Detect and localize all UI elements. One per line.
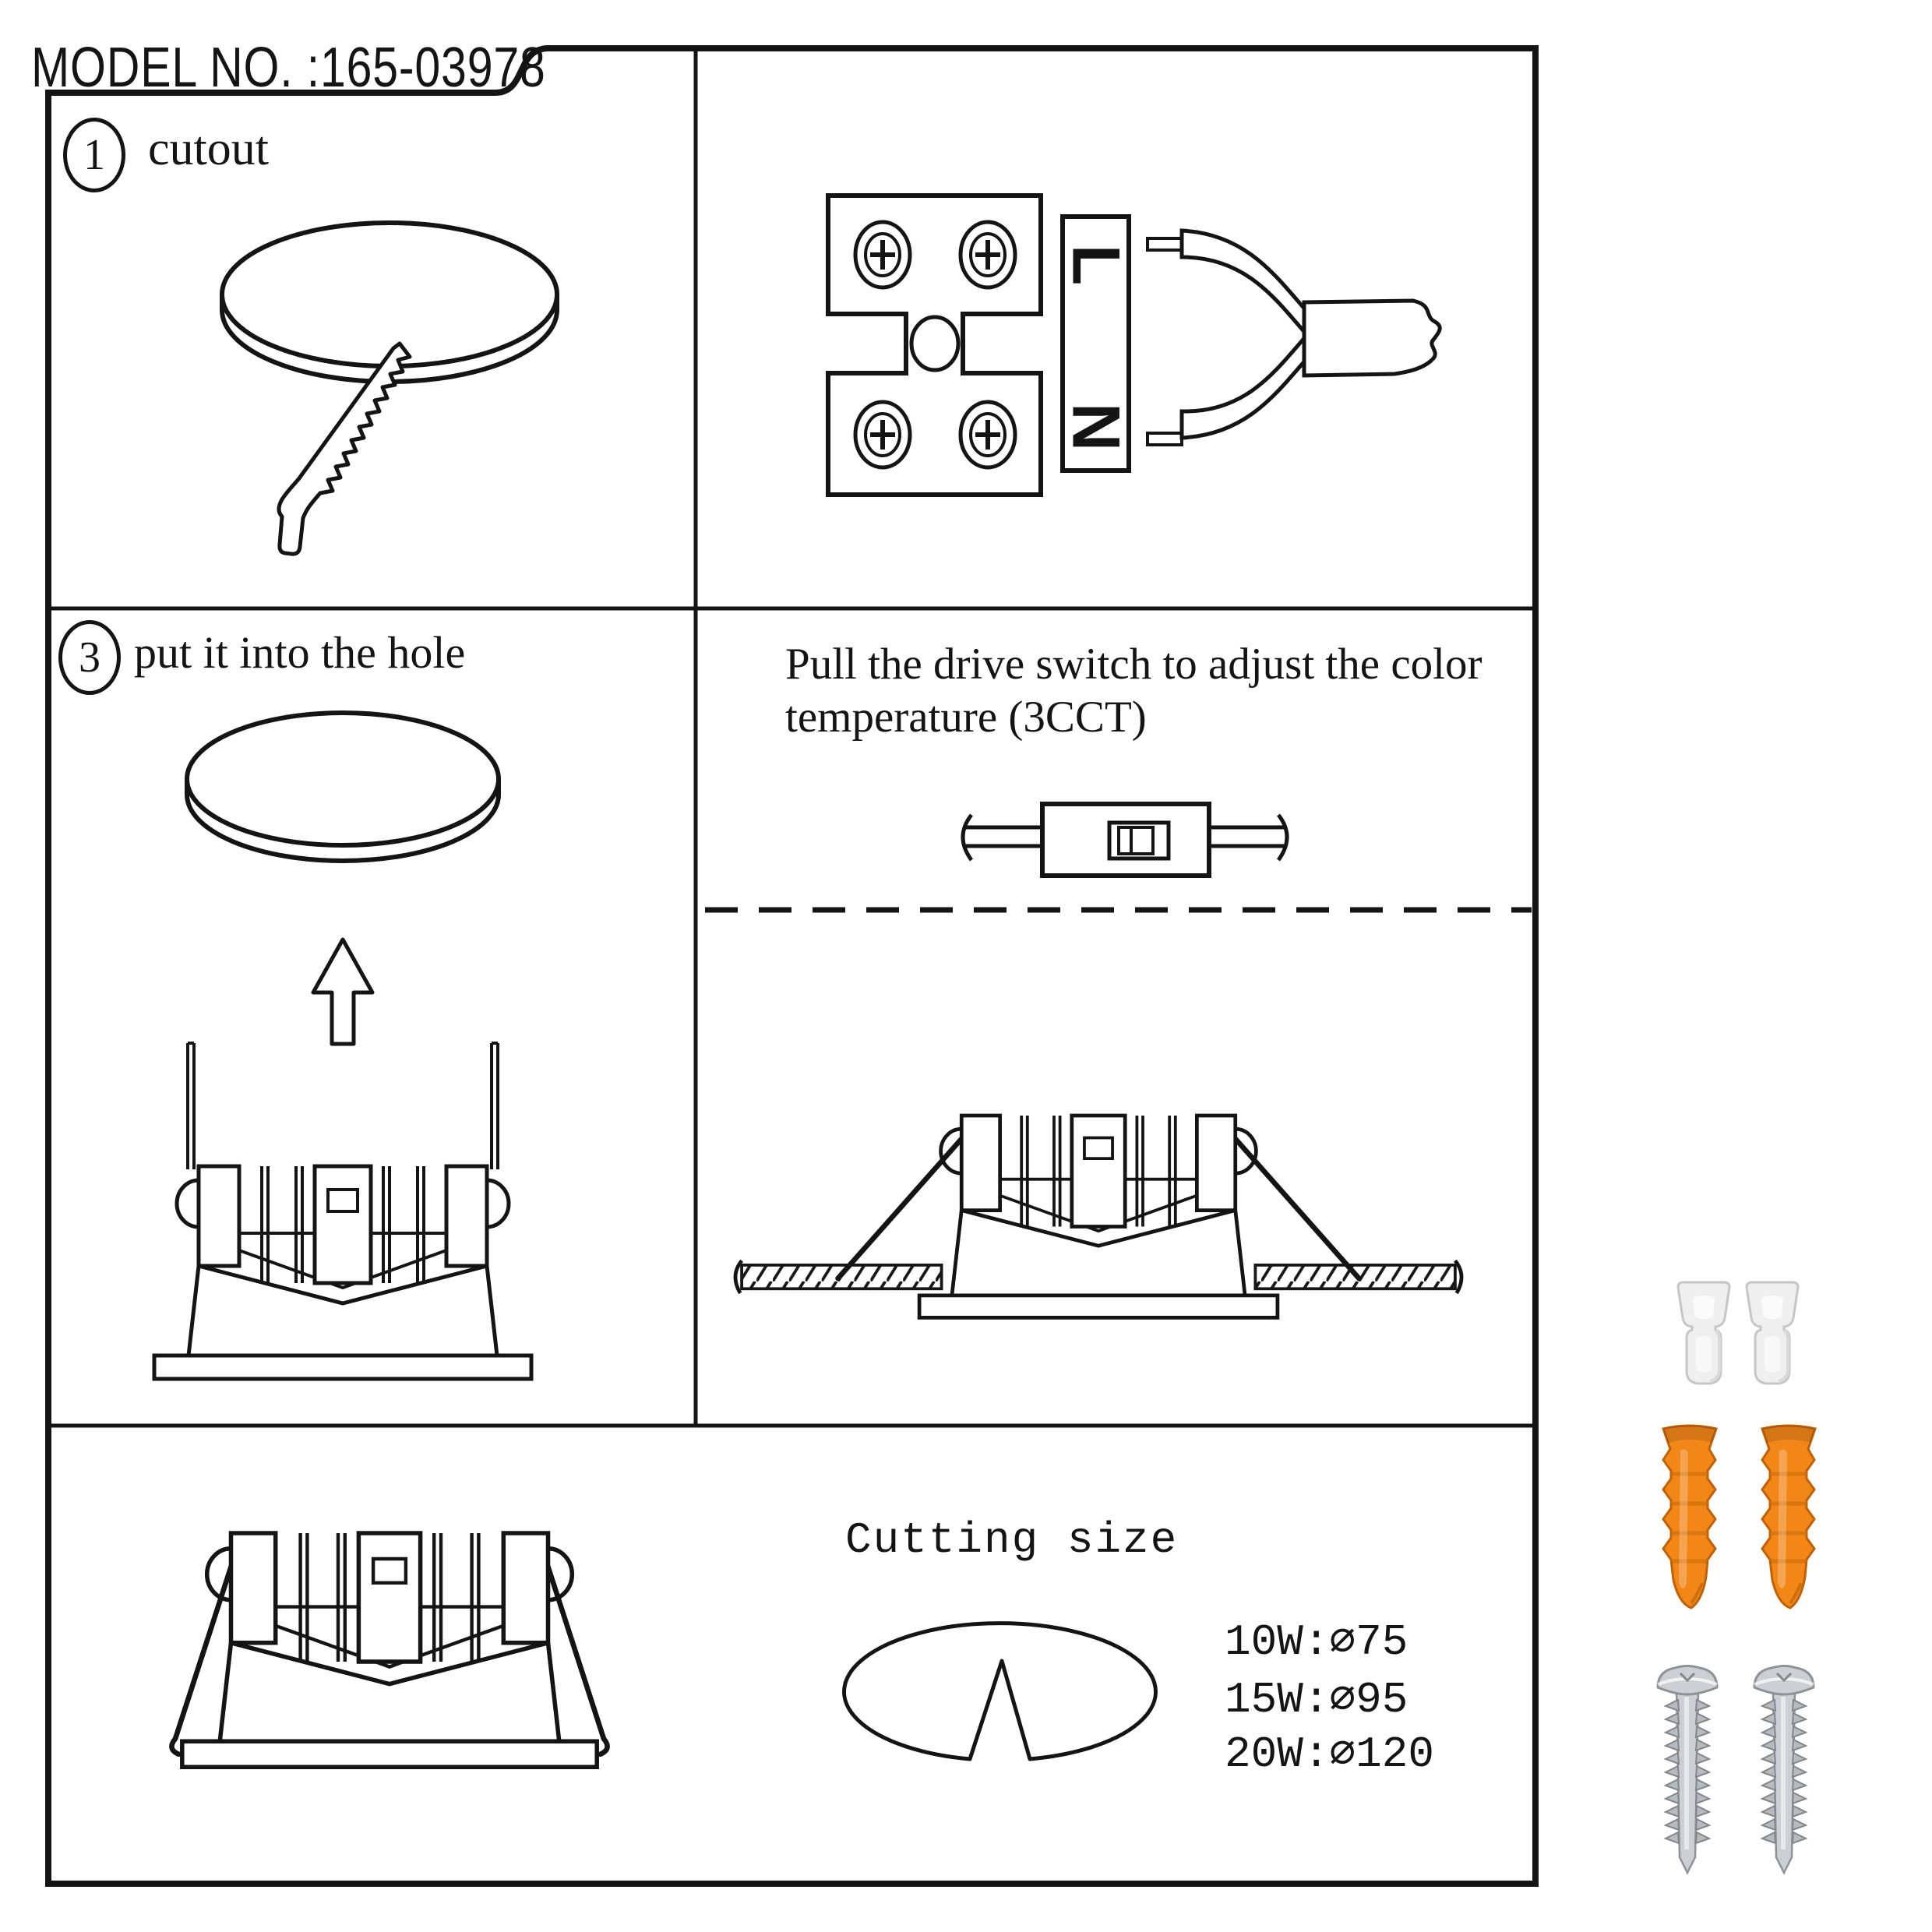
step-badge-3: 3 [58, 620, 121, 695]
downlight-fixture-wires-up [154, 1043, 531, 1379]
terminal-l-label: L [1058, 244, 1133, 286]
wall-anchor-icon [1762, 1426, 1815, 1608]
model-number-label: MODEL NO. :165-03978 [31, 37, 546, 99]
cutting-size-20w: 20W:∅120 [1225, 1729, 1434, 1779]
cutting-size-10w: 10W:∅75 [1225, 1617, 1408, 1667]
wire-connector-icon [1678, 1282, 1729, 1384]
step-3-title: put it into the hole [134, 627, 466, 678]
step-badge-1: 1 [63, 118, 125, 192]
insert-disc-drawing [187, 713, 499, 861]
wall-anchor-icon [1663, 1426, 1716, 1608]
cutting-size-15w: 15W:∅95 [1225, 1675, 1408, 1725]
cct-instruction-line1: Pull the drive switch to adjust the color [785, 640, 1482, 689]
cutting-hole-drawing [844, 1624, 1156, 1759]
cct-switch-drawing [963, 804, 1287, 876]
accessories [1658, 1282, 1815, 1873]
wire-connector-icon [1747, 1282, 1798, 1384]
downlight-fixture-arms-out [171, 1533, 607, 1767]
up-arrow-icon [313, 940, 372, 1044]
terminal-n-label: N [1058, 402, 1133, 452]
cutting-size-title: Cutting size [845, 1515, 1179, 1565]
saw-icon [279, 344, 410, 554]
screw-icon [1658, 1666, 1717, 1874]
screw-icon [1754, 1666, 1814, 1874]
downlight-installed-ceiling [735, 1116, 1461, 1317]
cct-instruction-line2: temperature (3CCT) [785, 693, 1147, 742]
step-1-title: cutout [148, 122, 269, 175]
supply-cable-drawing [1148, 231, 1440, 445]
